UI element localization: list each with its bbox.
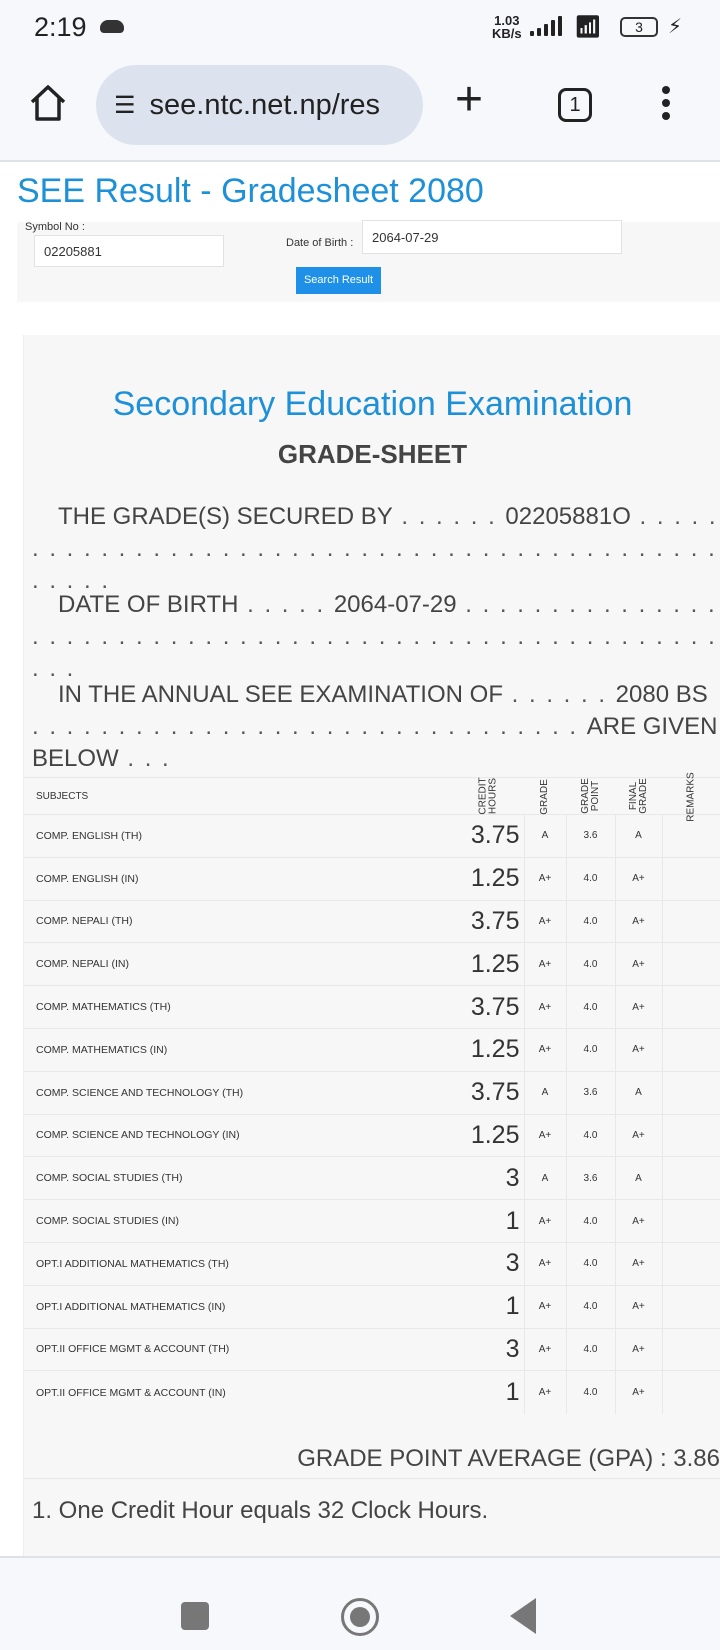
- col-subjects: SUBJECTS: [24, 778, 454, 815]
- network-speed: [492, 14, 522, 40]
- col-grade: [524, 778, 566, 815]
- table-row: [24, 1371, 720, 1414]
- clock: 2:19: [34, 12, 87, 42]
- grade-cell: A+: [524, 986, 566, 1029]
- recents-button[interactable]: [181, 1602, 209, 1630]
- subject-cell: COMP. MATHEMATICS (IN): [24, 1028, 454, 1071]
- grade-point-cell: 4.0: [566, 1114, 615, 1157]
- col-credit-hours-label: CREDIT HOURS: [477, 777, 499, 815]
- grade-point-cell: 4.0: [566, 1200, 615, 1243]
- credit-hours-cell: 1.25: [454, 857, 524, 900]
- grade-cell: A+: [524, 1028, 566, 1071]
- remarks-cell: [662, 1071, 720, 1114]
- table-row: [24, 1242, 720, 1285]
- symbol-input[interactable]: 02205881: [34, 235, 224, 267]
- subject-cell: COMP. NEPALI (IN): [24, 943, 454, 986]
- remarks-cell: [662, 1285, 720, 1328]
- subject-cell: COMP. NEPALI (TH): [24, 900, 454, 943]
- home-icon[interactable]: [28, 83, 68, 123]
- col-final-grade-label: FINAL GRADE: [627, 778, 649, 814]
- dob-line: DATE OF BIRTH . . . . . 2064-07-29 . . . . . . . . . . . . . . . . . . . . . . . . . . . . . . . . . . . . . . . . . . . . . . . . . . . . . . . . . .: [32, 591, 717, 682]
- final-grade-cell: A+: [615, 857, 662, 900]
- subject-cell: OPT.II OFFICE MGMT & ACCOUNT (TH): [24, 1328, 454, 1371]
- grade-cell: A+: [524, 1328, 566, 1371]
- subject-cell: COMP. SOCIAL STUDIES (IN): [24, 1200, 454, 1243]
- search-result-button[interactable]: Search Result: [296, 267, 381, 294]
- final-grade-cell: A: [615, 1071, 662, 1114]
- grade-cell: A+: [524, 1371, 566, 1414]
- subject-cell: COMP. ENGLISH (TH): [24, 815, 454, 858]
- table-row: [24, 1071, 720, 1114]
- search-form: [17, 222, 720, 302]
- subject-cell: OPT.II OFFICE MGMT & ACCOUNT (IN): [24, 1371, 454, 1414]
- url-text[interactable]: see.ntc.net.np/res: [149, 88, 381, 121]
- final-grade-cell: A+: [615, 1028, 662, 1071]
- grade-point-cell: 4.0: [566, 986, 615, 1029]
- final-grade-cell: A+: [615, 1371, 662, 1414]
- grade-cell: A+: [524, 1242, 566, 1285]
- remarks-cell: [662, 986, 720, 1029]
- credit-hours-cell: 3: [454, 1328, 524, 1371]
- speed-unit: KB/s: [492, 26, 522, 41]
- grade-point-cell: 4.0: [566, 857, 615, 900]
- grade-cell: A+: [524, 1200, 566, 1243]
- dob-line-label: DATE OF BIRTH: [58, 591, 239, 618]
- remarks-cell: [662, 857, 720, 900]
- final-grade-cell: A: [615, 1157, 662, 1200]
- grades-table: [24, 771, 720, 1414]
- grade-point-cell: 4.0: [566, 1328, 615, 1371]
- tab-switcher-button[interactable]: 1: [558, 88, 592, 122]
- credit-hours-cell: 1: [454, 1371, 524, 1414]
- subject-cell: OPT.I ADDITIONAL MATHEMATICS (IN): [24, 1285, 454, 1328]
- credit-hours-cell: 3.75: [454, 900, 524, 943]
- subject-cell: COMP. MATHEMATICS (TH): [24, 986, 454, 1029]
- grade-point-cell: 4.0: [566, 1285, 615, 1328]
- final-grade-cell: A: [615, 815, 662, 858]
- remarks-cell: [662, 900, 720, 943]
- credit-hour-note: 1. One Credit Hour equals 32 Clock Hours.: [24, 1478, 720, 1525]
- table-row: [24, 857, 720, 900]
- gradesheet-heading: GRADE-SHEET: [277, 439, 468, 469]
- subject-cell: COMP. SCIENCE AND TECHNOLOGY (IN): [24, 1114, 454, 1157]
- remarks-cell: [662, 1328, 720, 1371]
- final-grade-cell: A+: [615, 943, 662, 986]
- table-row: [24, 986, 720, 1029]
- credit-hours-cell: 3.75: [454, 815, 524, 858]
- exam-year: 2080 BS: [615, 681, 708, 708]
- final-grade-cell: A+: [615, 1285, 662, 1328]
- table-row: [24, 1028, 720, 1071]
- final-grade-cell: A+: [615, 1242, 662, 1285]
- symbol-label: Symbol No :: [25, 221, 85, 233]
- symbol-value: 02205881O: [505, 503, 631, 530]
- col-grade-point: [566, 778, 615, 815]
- subject-cell: COMP. SCIENCE AND TECHNOLOGY (TH): [24, 1071, 454, 1114]
- dob-input[interactable]: 2064-07-29: [362, 220, 622, 254]
- table-row: [24, 815, 720, 858]
- table-row: [24, 1114, 720, 1157]
- final-grade-cell: A+: [615, 1328, 662, 1371]
- grade-cell: A+: [524, 857, 566, 900]
- credit-hours-cell: 1: [454, 1200, 524, 1243]
- credit-hours-cell: 1: [454, 1285, 524, 1328]
- subject-cell: COMP. ENGLISH (IN): [24, 857, 454, 900]
- col-grade-label: GRADE: [539, 778, 550, 815]
- speed-value: 1.03: [494, 13, 520, 28]
- address-bar[interactable]: [96, 65, 423, 145]
- table-row: [24, 1200, 720, 1243]
- subject-cell: COMP. SOCIAL STUDIES (TH): [24, 1157, 454, 1200]
- credit-hours-cell: 1.25: [454, 1114, 524, 1157]
- grade-point-cell: 3.6: [566, 1157, 615, 1200]
- table-row: [24, 1157, 720, 1200]
- table-row: [24, 1285, 720, 1328]
- final-grade-cell: A+: [615, 1114, 662, 1157]
- grade-point-cell: 3.6: [566, 1071, 615, 1114]
- grade-point-cell: 4.0: [566, 1371, 615, 1414]
- table-row: [24, 943, 720, 986]
- credit-hours-cell: 3: [454, 1242, 524, 1285]
- remarks-cell: [662, 1242, 720, 1285]
- status-bar: [0, 0, 720, 58]
- subject-cell: OPT.I ADDITIONAL MATHEMATICS (TH): [24, 1242, 454, 1285]
- grade-cell: A+: [524, 943, 566, 986]
- signal-icon: [530, 16, 562, 36]
- exam-line: IN THE ANNUAL SEE EXAMINATION OF . . . . . . 2080 BS . . . . . . . . . . . . . . . . . . . . . . . . . . . . . . . . ARE GIVEN BELOW . . .: [32, 681, 718, 772]
- credit-hours-cell: 3.75: [454, 986, 524, 1029]
- page-title: SEE Result - Gradesheet 2080: [17, 172, 484, 210]
- remarks-cell: [662, 1200, 720, 1243]
- col-credit-hours: [454, 778, 524, 815]
- table-header: [24, 778, 720, 815]
- grade-point-cell: 4.0: [566, 900, 615, 943]
- remarks-cell: [662, 1157, 720, 1200]
- remarks-cell: [662, 943, 720, 986]
- dob-value: 2064-07-29: [333, 591, 457, 618]
- gradesheet-card: [23, 335, 720, 1560]
- gpa: GRADE POINT AVERAGE (GPA) : 3.86: [297, 1445, 720, 1472]
- back-button[interactable]: [510, 1598, 536, 1634]
- credit-hours-cell: 3.75: [454, 1071, 524, 1114]
- cloud-icon: [100, 20, 124, 33]
- grade-point-cell: 4.0: [566, 1242, 615, 1285]
- grade-point-cell: 3.6: [566, 815, 615, 858]
- secured-by-label: THE GRADE(S) SECURED BY: [58, 503, 393, 530]
- final-grade-cell: A+: [615, 900, 662, 943]
- grade-point-cell: 4.0: [566, 1028, 615, 1071]
- final-grade-cell: A+: [615, 1200, 662, 1243]
- remarks-cell: [662, 1371, 720, 1414]
- col-final-grade: [615, 778, 662, 815]
- grade-cell: A: [524, 1071, 566, 1114]
- credit-hours-cell: 1.25: [454, 943, 524, 986]
- grade-cell: A: [524, 1157, 566, 1200]
- new-tab-icon[interactable]: +: [455, 73, 484, 126]
- exam-suffix: ARE GIVEN BELOW: [32, 713, 718, 772]
- dob-label: Date of Birth :: [286, 237, 354, 249]
- credit-hours-cell: 1.25: [454, 1028, 524, 1071]
- credit-hours-cell: 3: [454, 1157, 524, 1200]
- system-nav-bar: [0, 1556, 720, 1650]
- home-button[interactable]: [341, 1598, 379, 1636]
- table-row: [24, 900, 720, 943]
- col-grade-point-label: GRADE POINT: [579, 778, 601, 814]
- browser-toolbar: [0, 58, 720, 162]
- charging-icon: ⚡︎: [668, 16, 683, 38]
- exam-heading: Secondary Education Examination: [112, 385, 633, 423]
- remarks-cell: [662, 1028, 720, 1071]
- site-settings-icon[interactable]: ☰: [114, 91, 136, 119]
- grade-cell: A: [524, 815, 566, 858]
- more-menu-icon[interactable]: [662, 86, 670, 125]
- col-remarks: [662, 771, 720, 822]
- grade-cell: A+: [524, 1285, 566, 1328]
- battery-icon: 3: [620, 17, 658, 37]
- final-grade-cell: A+: [615, 986, 662, 1029]
- grade-point-cell: 4.0: [566, 943, 615, 986]
- remarks-cell: [662, 1114, 720, 1157]
- wifi-icon: 📶︎: [574, 14, 602, 39]
- exam-label: IN THE ANNUAL SEE EXAMINATION OF: [58, 681, 503, 708]
- table-row: [24, 1328, 720, 1371]
- grade-cell: A+: [524, 1114, 566, 1157]
- grade-cell: A+: [524, 900, 566, 943]
- secured-by-line: THE GRADE(S) SECURED BY . . . . . . 02205881O . . . . . . . . . . . . . . . . . . . . . . . . . . . . . . . . . . . . . . . . . . . . . . . . . .: [32, 503, 718, 594]
- col-remarks-label: REMARKS: [685, 771, 697, 822]
